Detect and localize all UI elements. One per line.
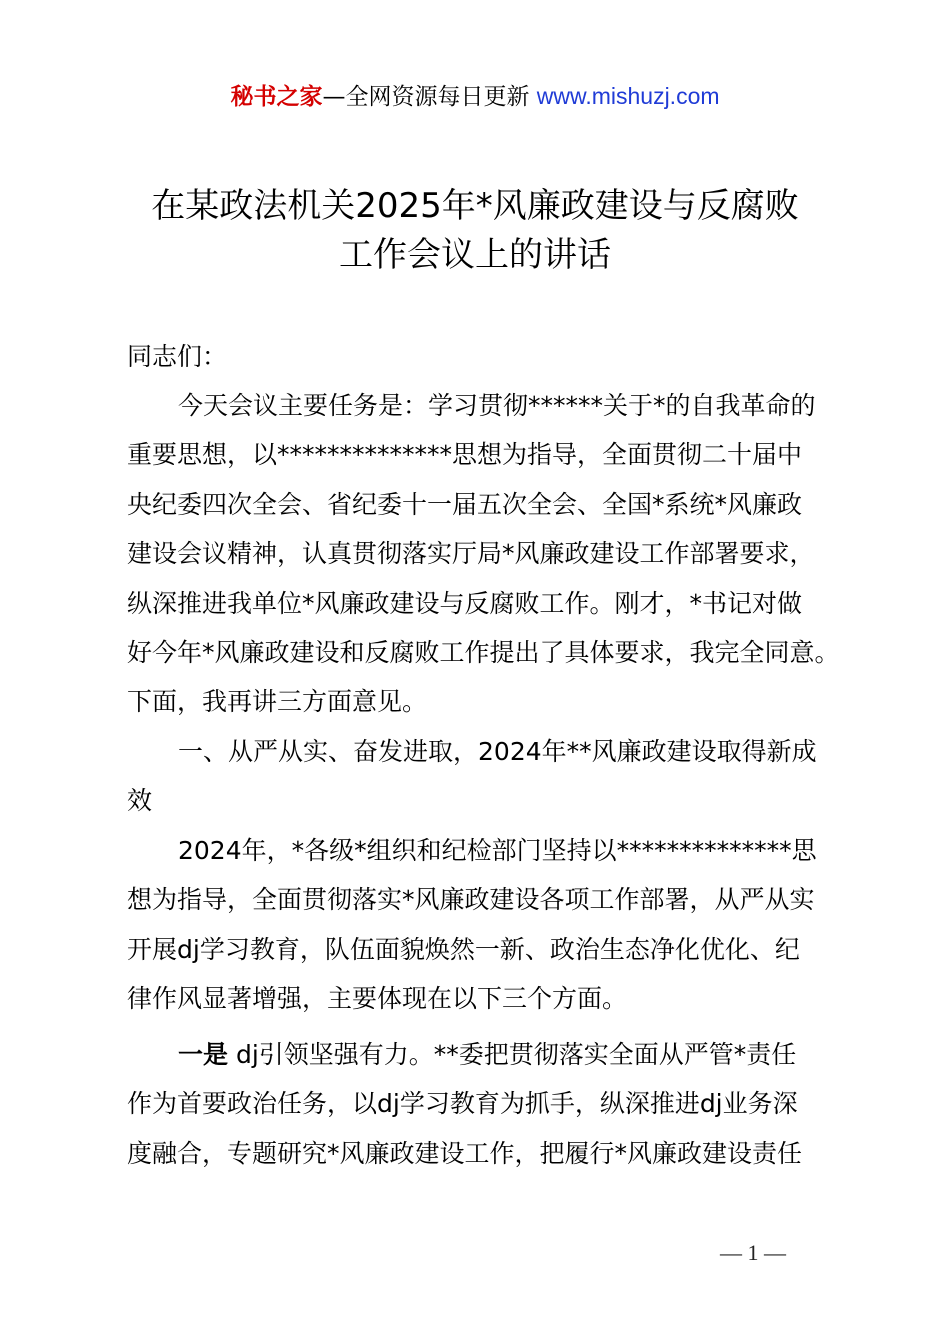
point-lead: 一是 (178, 1040, 229, 1069)
paragraph-point-1 (127, 1030, 835, 1178)
title-line-2: 工作会议上的讲话 (339, 235, 611, 275)
paragraph-intro (127, 381, 840, 727)
text-line: 想为指导，全面贯彻落实*风廉政建设各项工作部署，从严从实 (127, 885, 815, 915)
header-site-url[interactable]: www.mishuzj.com (536, 83, 720, 109)
text-line: 今天会议主要任务是：学习贯彻******关于*的自我革命的 (178, 391, 816, 420)
header-tagline: —全网资源每日更新 (322, 84, 537, 110)
text-line: 重要思想，以**************思想为指导，全面贯彻二十届中 (127, 440, 803, 470)
text-line: 效 (127, 786, 153, 816)
text-line: 好今年*风廉政建设和反腐败工作提出了具体要求，我完全同意。 (127, 637, 840, 667)
salutation: 同志们： (127, 342, 228, 371)
text-line: 作为首要政治任务，以dj学习教育为抓手，纵深推进dj业务深 (127, 1089, 798, 1119)
text-line (127, 1030, 835, 1079)
text-line: 度融合，专题研究*风廉政建设工作，把履行*风廉政建设责任 (127, 1138, 803, 1168)
section-heading-1 (127, 727, 835, 826)
header-brand: 秘书之家 (230, 84, 323, 110)
text-line: 开展dj学习教育，队伍面貌焕然一新、政治生态净化优化、纪 (127, 934, 800, 964)
text-line: 2024年，*各级*组织和纪检部门坚持以**************思 (178, 836, 817, 865)
text-line: 纵深推进我单位*风廉政建设与反腐败工作。刚才，*书记对做 (127, 588, 803, 618)
paragraph-2024-summary (127, 826, 835, 1024)
document-title (0, 182, 950, 280)
text-line: 央纪委四次全会、省纪委十一届五次全会、全国*系统*风廉政 (127, 489, 803, 519)
text-line: 建设会议精神，认真贯彻落实厅局*风廉政建设工作部署要求， (127, 539, 815, 569)
watermark-header (0, 80, 950, 113)
text-line: 下面，我再讲三方面意见。 (127, 687, 428, 717)
text-line: 一、从严从实、奋发进取，2024年**风廉政建设取得新成 (178, 737, 817, 766)
title-line-1: 在某政法机关2025年*风廉政建设与反腐败 (151, 186, 799, 226)
text-line: 律作风显著增强，主要体现在以下三个方面。 (127, 984, 628, 1014)
page-number: — 1 — (720, 1240, 786, 1265)
point-text: dj引领坚强有力。**委把贯彻落实全面从严管*责任 (228, 1040, 797, 1069)
